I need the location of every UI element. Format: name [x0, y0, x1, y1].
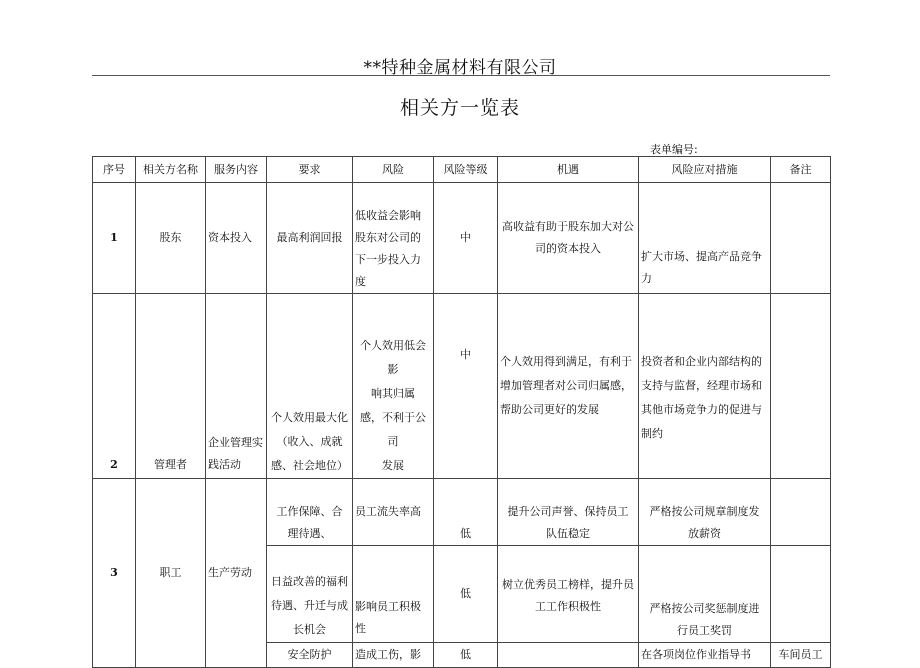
mitigation-measure — [639, 294, 771, 479]
column-header: 要求 — [267, 157, 353, 183]
service-content: 企业管理实践活动 — [206, 294, 267, 479]
table-row — [93, 294, 831, 479]
mitigation-measure: 在各项岗位作业指导书 — [639, 643, 771, 668]
requirement — [267, 479, 353, 546]
opportunity-text: 提升公司声誉、保持员工 队伍稳定 — [507, 505, 629, 540]
table-row — [93, 183, 831, 294]
requirement — [267, 294, 353, 479]
document-title: 相关方一览表 — [399, 97, 520, 119]
requirement: 最高利润回报 — [267, 183, 353, 294]
risk-level: 低 — [434, 546, 498, 643]
column-header: 备注 — [771, 157, 831, 183]
header-rule — [92, 75, 830, 76]
note — [771, 183, 831, 294]
opportunity — [498, 479, 639, 546]
requirement: 安全防护 — [267, 643, 353, 668]
row-number: 1 — [93, 183, 136, 294]
note — [771, 546, 831, 643]
requirement — [267, 546, 353, 643]
opportunity: 高收益有助于股东加大对公司的资本投入 — [498, 183, 639, 294]
opportunity: 个人效用得到满足，有利于增加管理者对公司归属感，帮助公司更好的发展 — [498, 294, 639, 479]
requirement-text: 个人效用最大化 （收入、成就 感、社会地位） — [271, 411, 348, 472]
risk-level: 低 — [434, 643, 498, 668]
note: 车间员工 — [771, 643, 831, 668]
column-header: 相关方名称 — [136, 157, 206, 183]
note — [771, 294, 831, 479]
risk: 影响员工积极性 — [353, 546, 434, 643]
column-header: 服务内容 — [206, 157, 267, 183]
opportunity-text: 树立优秀员工榜样，提升员 工工作积极性 — [502, 578, 634, 613]
risk — [353, 294, 434, 479]
mitigation-text: 严格按公司规章制度发 放薪资 — [649, 505, 760, 540]
company-name: **特种金属材料有限公司 — [363, 58, 557, 78]
row-number: 3 — [93, 479, 136, 668]
column-header: 序号 — [93, 157, 136, 183]
table-header-row — [93, 157, 831, 183]
column-header: 风险等级 — [434, 157, 498, 183]
risk: 造成工伤，影 — [353, 643, 434, 668]
risk — [353, 183, 434, 294]
mitigation-text: 严格按公司奖惩制度进 行员工奖罚 — [649, 602, 760, 637]
risk-level: 低 — [434, 479, 498, 546]
service-content: 资本投入 — [206, 183, 267, 294]
column-header: 风险应对措施 — [639, 157, 771, 183]
opportunity — [498, 643, 639, 668]
mitigation-measure — [639, 546, 771, 643]
form-number-label: 表单编号: — [650, 143, 698, 156]
requirement-text: 日益改善的福利 待遇、升迁与成 长机会 — [271, 575, 348, 636]
stakeholder-table — [92, 156, 831, 668]
row-number: 2 — [93, 294, 136, 479]
risk-level: 中 — [434, 294, 498, 479]
risk-level: 中 — [434, 183, 498, 294]
column-header: 风险 — [353, 157, 434, 183]
note — [771, 479, 831, 546]
service-content: 生产劳动 — [206, 479, 267, 668]
mitigation-measure — [639, 479, 771, 546]
party-name: 职工 — [136, 479, 206, 668]
party-name: 管理者 — [136, 294, 206, 479]
party-name: 股东 — [136, 183, 206, 294]
mitigation-text: 投资者和企业内部结构的支持与监督，经理市场和其他市场竞争力的促进与 制约 — [641, 355, 762, 440]
table-row — [93, 479, 831, 546]
requirement-text: 工作保障、合 理待遇、 — [276, 505, 343, 540]
risk-text: 个人效用低会影 响其归属 感，不利于公司 发展 — [360, 339, 426, 472]
opportunity — [498, 546, 639, 643]
column-header: 机遇 — [498, 157, 639, 183]
mitigation-text: 扩大市场、提高产品竞争 力 — [641, 250, 762, 285]
risk: 员工流失率高 — [353, 479, 434, 546]
risk-text: 低收益会影响股东对公司的下一步投入力 度 — [355, 209, 421, 288]
mitigation-measure — [639, 183, 771, 294]
